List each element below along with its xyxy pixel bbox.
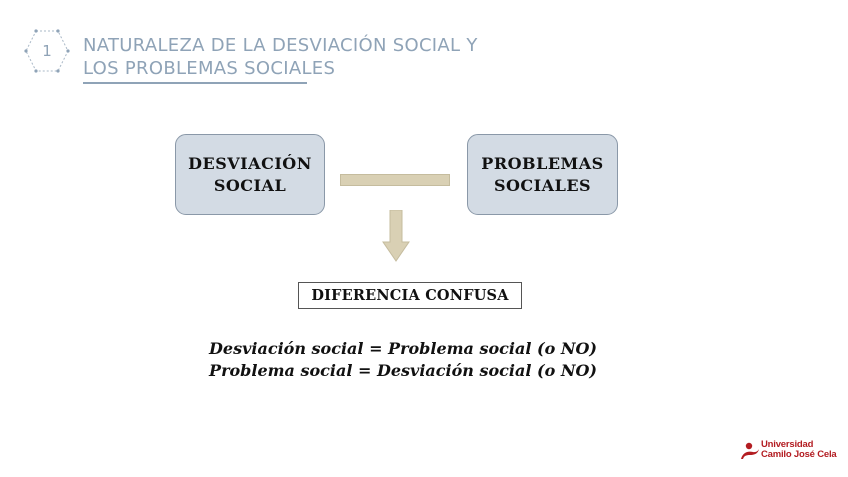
section-number: 1 [42, 42, 52, 60]
concept-box-problemas-line-2: SOCIALES [493, 175, 592, 195]
slide-title-line-1: NATURALEZA DE LA DESVIACIÓN SOCIAL Y [83, 35, 478, 56]
university-logo-icon [740, 442, 760, 460]
equation-line-2: Problema social = Desviación social (o NO) [209, 361, 597, 380]
down-arrow-icon [382, 210, 410, 262]
concept-box-desviacion-line-1: DESVIACIÓN [188, 153, 312, 173]
result-box-diferencia-confusa: DIFERENCIA CONFUSA [298, 282, 522, 309]
concept-box-desviacion-line-2: SOCIAL [213, 175, 287, 195]
title-underline [83, 82, 307, 84]
logo-line-1: Universidad [761, 439, 814, 450]
university-logo-text [761, 440, 836, 460]
equations-block [198, 338, 608, 382]
slide-title-line-2: LOS PROBLEMAS SOCIALES [83, 58, 336, 79]
university-logo [740, 439, 837, 462]
slide-title [83, 34, 478, 80]
concept-box-problemas-line-1: PROBLEMAS [481, 153, 604, 173]
concept-box-problemas-sociales [467, 134, 618, 215]
slide-header [0, 0, 848, 100]
concept-box-desviacion-social [175, 134, 325, 215]
equation-line-1: Desviación social = Problema social (o NO) [209, 339, 597, 358]
section-number-badge [24, 28, 70, 74]
logo-line-2: Camilo José Cela [761, 449, 837, 460]
connector-bar [340, 174, 450, 186]
